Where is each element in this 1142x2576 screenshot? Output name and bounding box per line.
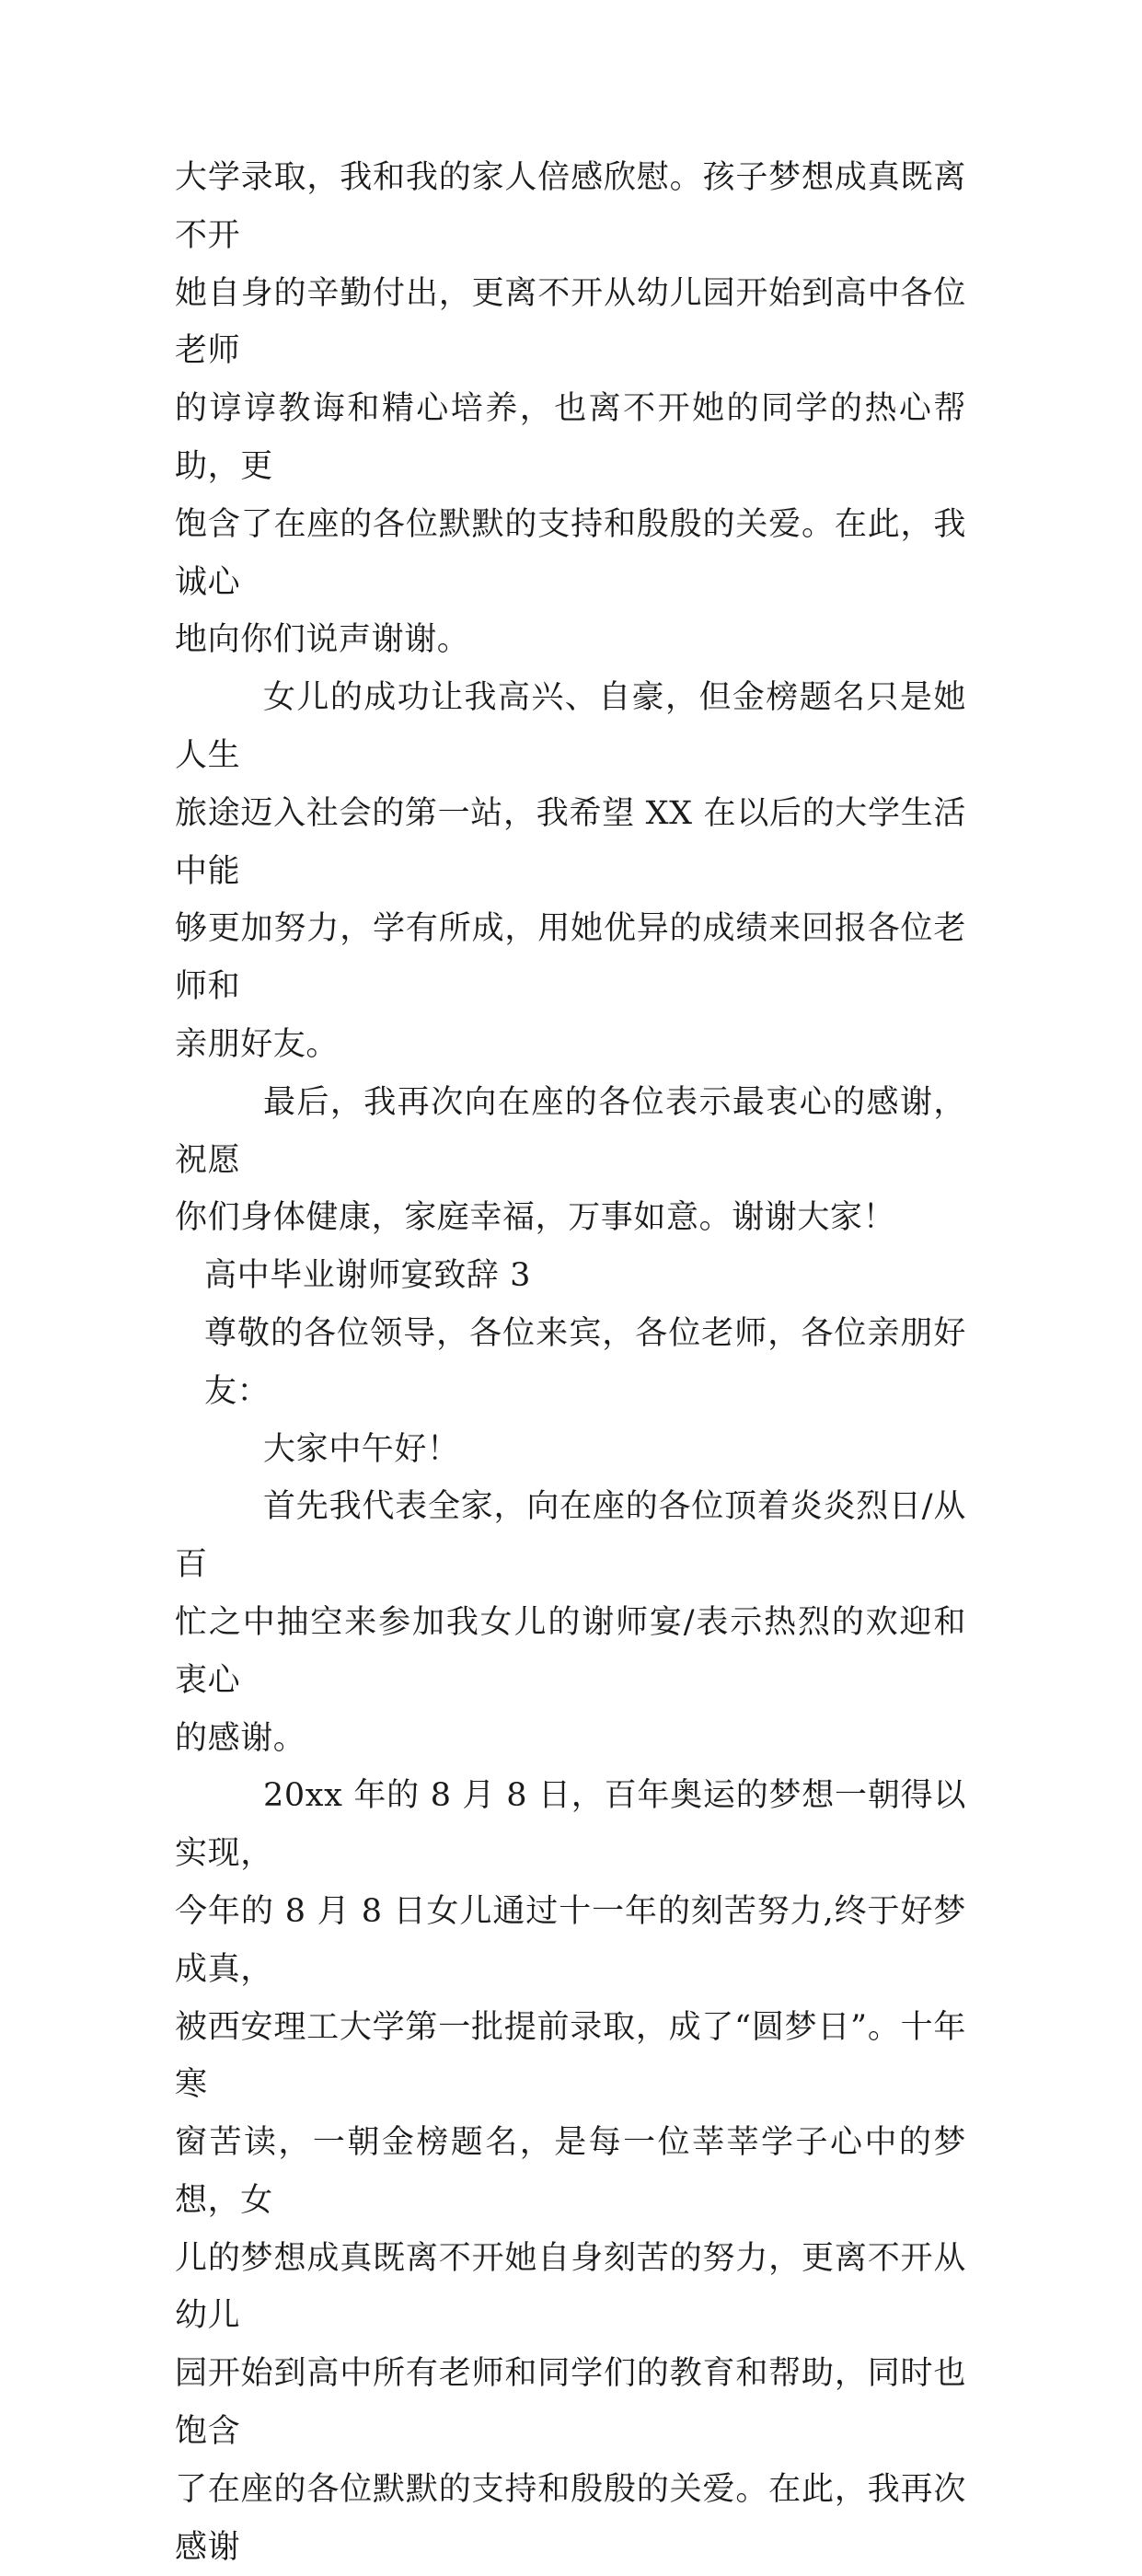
- greeting: [175, 1421, 966, 1479]
- text-line: 首先我代表全家，向在座的各位顶着炎炎烈日/从百: [175, 1488, 966, 1584]
- text-line: 今年的 8 月 8 日女儿通过十一年的刻苦努力,终于好梦成真，: [175, 1892, 966, 1988]
- text-line: 地向你们说声谢谢。: [175, 621, 470, 659]
- paragraph-continuation: [175, 149, 966, 669]
- salutation: [175, 1305, 966, 1421]
- text-line: 忙之中抽空来参加我女儿的谢师宴/表示热烈的欢迎和衷心: [175, 1603, 966, 1699]
- document-body: [175, 149, 966, 2576]
- text-line: 旅途迈入社会的第一站，我希望 XX 在以后的大学生活中能: [175, 794, 966, 890]
- text-line: 了在座的各位默默的支持和殷殷的关爱。在此，我再次感谢: [175, 2470, 966, 2566]
- section-heading: [175, 1247, 966, 1305]
- text-line: 最后，我再次向在座的各位表示最衷心的感谢，祝愿: [175, 1083, 966, 1179]
- paragraph-gratitude: [175, 669, 966, 1074]
- text-line: 儿的梦想成真既离不开她自身刻苦的努力，更离不开从幼儿: [175, 2239, 966, 2335]
- text-line: 20xx 年的 8 月 8 日，百年奥运的梦想一朝得以实现，: [175, 1777, 966, 1873]
- paragraph-closing: [175, 1074, 966, 1247]
- heading-text: 高中毕业谢师宴致辞 3: [204, 1257, 531, 1295]
- text-line: 你们身体健康，家庭幸福，万事如意。谢谢大家！: [175, 1199, 896, 1237]
- text-line: 够更加努力，学有所成，用她优异的成绩来回报各位老师和: [175, 910, 966, 1006]
- text-line: 的感谢。: [175, 1719, 306, 1757]
- text-line: 女儿的成功让我高兴、自豪，但金榜题名只是她人生: [175, 679, 966, 774]
- text-line: 窗苦读，一朝金榜题名，是每一位莘莘学子心中的梦想，女: [175, 2124, 966, 2219]
- text-line: 的谆谆教诲和精心培养，也离不开她的同学的热心帮助，更: [175, 390, 966, 485]
- paragraph-story: [175, 1767, 966, 2576]
- text-line: 被西安理工大学第一批提前录取，成了“圆梦日”。十年寒: [175, 2008, 966, 2104]
- greeting-text: 大家中午好！: [263, 1430, 460, 1468]
- text-line: 她自身的辛勤付出，更离不开从幼儿园开始到高中各位老师: [175, 274, 966, 370]
- text-line: 园开始到高中所有老师和同学们的教育和帮助，同时也饱含: [175, 2355, 966, 2451]
- paragraph-welcome: [175, 1478, 966, 1767]
- text-line: 大学录取，我和我的家人倍感欣慰。孩子梦想成真既离不开: [175, 159, 966, 254]
- salutation-text: 尊敬的各位领导，各位来宾，各位老师，各位亲朋好友：: [204, 1314, 966, 1410]
- text-line: 亲朋好友。: [175, 1025, 340, 1063]
- text-line: 饱含了在座的各位默默的支持和殷殷的关爱。在此，我诚心: [175, 505, 966, 601]
